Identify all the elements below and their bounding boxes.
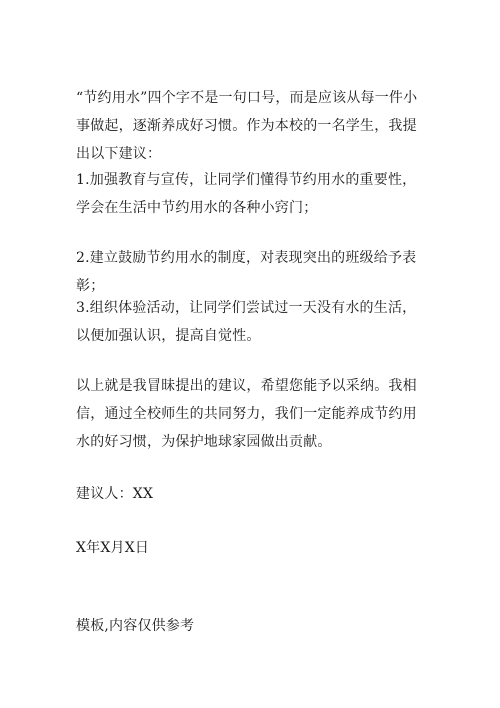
signature-line: 建议人：XX [76, 486, 154, 502]
intro-paragraph: “节约用水”四个字不是一句口号，而是应该从每一件小事做起，逐渐养成好习惯。作为本校的一名学生，我提出以下建议： [76, 90, 418, 162]
date-line: X年X月X日 [76, 540, 150, 556]
template-note: 模板,内容仅供参考 [76, 618, 195, 634]
suggestion-2: 2.建立鼓励节约用水的制度，对表现突出的班级给予表彰； [76, 250, 417, 294]
suggestion-3: 3.组织体验活动，让同学们尝试过一天没有水的生活，以便加强认识，提高自觉性。 [76, 300, 417, 344]
closing-paragraph: 以上就是我冒昧提出的建议，希望您能予以采纳。我相信，通过全校师生的共同努力，我们一定能养成节约用水的好习惯，为保护地球家园做出贡献。 [76, 378, 417, 450]
suggestion-1: 1.加强教育与宣传，让同学们懂得节约用水的重要性，学会在生活中节约用水的各种小窍门； [76, 172, 417, 216]
